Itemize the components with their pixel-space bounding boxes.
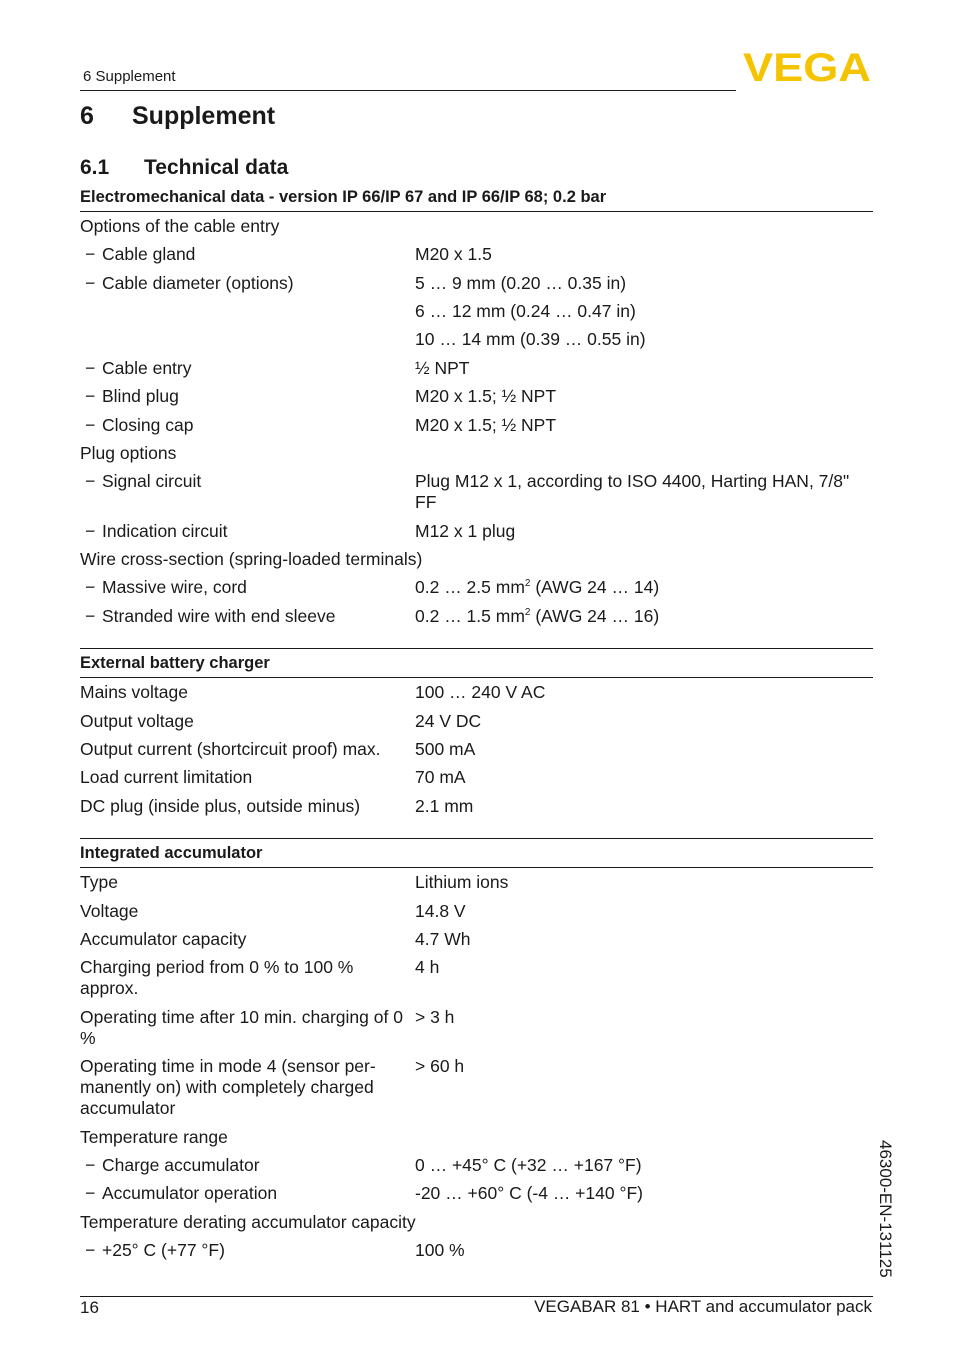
- spec-table-title: External battery charger: [80, 648, 873, 678]
- technical-data-tables: [80, 184, 873, 1283]
- spec-label-text: Stranded wire with end sleeve: [102, 605, 336, 626]
- page-number: 16: [80, 1298, 99, 1317]
- spec-label-text: Signal circuit: [102, 471, 202, 492]
- spec-label-text: Massive wire, cord: [102, 577, 247, 598]
- spec-label: [80, 358, 415, 379]
- spec-row: [80, 925, 873, 953]
- spec-value-text: 4.7 Wh: [415, 929, 471, 949]
- list-dash: −: [85, 520, 96, 541]
- list-dash: −: [85, 1240, 96, 1261]
- spec-label: Operating time after 10 min. charging of 0 %: [80, 1006, 403, 1048]
- spec-value-text: M12 x 1 plug: [415, 520, 516, 541]
- spec-value-text: 5 … 9 mm (0.20 … 0.35 in): [415, 272, 627, 293]
- list-dash: −: [85, 577, 96, 598]
- spec-row: [80, 574, 873, 602]
- spec-value: [415, 471, 873, 513]
- spec-row: [80, 382, 873, 410]
- spec-label: [80, 1155, 415, 1176]
- spec-row: [80, 1003, 873, 1052]
- spec-label: [80, 386, 415, 407]
- spec-label: Options of the cable entry: [80, 215, 280, 236]
- spec-value-text: M20 x 1.5; ½ NPT: [415, 414, 557, 435]
- spec-value: [415, 415, 873, 436]
- spec-label: Type: [80, 872, 118, 893]
- list-dash: −: [85, 1154, 96, 1175]
- spec-value-text: 24 V DC: [415, 710, 482, 731]
- spec-value: [415, 796, 873, 817]
- list-dash: −: [85, 1183, 96, 1204]
- spec-label: Load current limitation: [80, 767, 253, 788]
- spec-value-text: 10 … 14 mm (0.39 … 0.55 in): [415, 329, 646, 350]
- spec-row: [80, 1180, 873, 1208]
- spec-value-text: 0.2 … 1.5 mm: [415, 605, 525, 626]
- list-dash: −: [85, 605, 96, 626]
- spec-value: [415, 1240, 873, 1261]
- spec-label: Charging period from 0 % to 100 % approx.: [80, 957, 354, 999]
- spec-value-text: 14.8 V: [415, 900, 466, 921]
- spec-value-text: 2.1 mm: [415, 795, 474, 816]
- spec-row: [80, 602, 873, 630]
- superscript: 2: [524, 606, 531, 618]
- vega-logo: [742, 50, 872, 84]
- footer-title: VEGABAR 81 • HART and accumulator pack: [534, 1297, 872, 1316]
- spec-row: [80, 707, 873, 735]
- spec-row: [80, 678, 873, 706]
- spec-row: [80, 297, 873, 325]
- spec-value-text: -20 … +60° C (-4 … +140 °F): [415, 1183, 643, 1204]
- spec-value-suffix: (AWG 24 … 16): [530, 605, 660, 626]
- spec-row: [80, 1236, 873, 1264]
- spec-label: [80, 521, 415, 542]
- spec-value: [415, 358, 873, 379]
- spec-value: [415, 901, 873, 922]
- spec-row: [80, 735, 873, 763]
- spec-label: DC plug (inside plus, outside minus): [80, 795, 361, 816]
- spec-row: [80, 868, 873, 896]
- spec-value: [415, 739, 873, 760]
- spec-label: [80, 273, 415, 294]
- spec-label: [80, 606, 415, 627]
- spec-value-text: 70 mA: [415, 767, 466, 788]
- spec-label: Accumulator capacity: [80, 929, 247, 949]
- chapter-number: 6: [80, 102, 94, 130]
- spec-value-text: M20 x 1.5; ½ NPT: [415, 386, 557, 407]
- spec-value: [415, 929, 873, 950]
- spec-label: [80, 1240, 415, 1261]
- spec-value: [415, 1183, 873, 1204]
- list-dash: −: [85, 272, 96, 293]
- spec-label-text: Cable entry: [102, 357, 192, 378]
- spec-table-title: Integrated accumulator: [80, 838, 873, 868]
- chapter-heading: [80, 102, 275, 131]
- spec-row: [80, 545, 873, 573]
- spec-value-text: 100 … 240 V AC: [415, 682, 546, 703]
- spec-row: [80, 1208, 873, 1236]
- spec-value-text: 6 … 12 mm (0.24 … 0.47 in): [415, 300, 636, 321]
- spec-label-text: Charge accumulator: [102, 1154, 260, 1175]
- spec-label-text: Indication circuit: [102, 520, 228, 541]
- spec-label: [80, 329, 415, 350]
- section-heading: [80, 156, 288, 180]
- spec-table-title: Electromechanical data - version IP 66/IP 67 and IP 66/IP 68; 0.2 bar: [80, 184, 873, 212]
- spec-value-text: ½ NPT: [415, 357, 470, 378]
- section-title: Technical data: [144, 156, 289, 179]
- header-divider: [80, 90, 736, 91]
- spec-value-text: > 60 h: [415, 1056, 465, 1077]
- spec-row: [80, 897, 873, 925]
- document-number: 46300-EN-131125: [876, 1140, 895, 1278]
- spec-value: [415, 273, 873, 294]
- spec-value-text: 4 h: [415, 957, 440, 978]
- spec-label-text: +25° C (+77 °F): [102, 1240, 225, 1261]
- spec-label: [80, 415, 415, 436]
- spec-row: [80, 240, 873, 268]
- spec-row: [80, 212, 873, 240]
- spec-label: Voltage: [80, 900, 139, 921]
- chapter-title: Supplement: [132, 102, 276, 130]
- spec-value: [415, 606, 873, 627]
- spec-row: [80, 517, 873, 545]
- spec-value: [415, 244, 873, 265]
- spec-value: [415, 767, 873, 788]
- spec-label: [80, 471, 415, 513]
- spec-row: [80, 411, 873, 439]
- spec-value-text: > 3 h: [415, 1006, 455, 1027]
- spec-label: [80, 244, 415, 265]
- spec-row: [80, 1151, 873, 1179]
- spec-row: [80, 1123, 873, 1151]
- spec-label: Wire cross-section (spring-loaded terminals): [80, 549, 423, 570]
- spec-value-text: 500 mA: [415, 739, 476, 760]
- section-number: 6.1: [80, 156, 110, 179]
- spec-label: Temperature derating accumulator capacity: [80, 1211, 416, 1232]
- spec-label-text: Blind plug: [102, 386, 179, 407]
- spec-value: [415, 329, 873, 350]
- list-dash: −: [85, 414, 96, 435]
- spec-table: [80, 838, 873, 1264]
- spec-value: [415, 521, 873, 542]
- spec-value-text: 0.2 … 2.5 mm: [415, 577, 525, 598]
- spec-row: [80, 326, 873, 354]
- spec-row: [80, 354, 873, 382]
- spec-table: [80, 648, 873, 820]
- spec-value-text: Lithium ions: [415, 872, 509, 893]
- list-dash: −: [85, 244, 96, 265]
- spec-table: [80, 184, 873, 630]
- superscript: 2: [524, 578, 531, 590]
- spec-row: [80, 1052, 873, 1122]
- spec-value-text: 0 … +45° C (+32 … +167 °F): [415, 1154, 642, 1175]
- spec-value: [415, 957, 873, 999]
- spec-label: [80, 577, 415, 598]
- spec-value: [415, 872, 873, 893]
- spec-value: [415, 386, 873, 407]
- svg-text:VEGA: VEGA: [743, 50, 871, 84]
- list-dash: −: [85, 386, 96, 407]
- spec-label: [80, 1183, 415, 1204]
- spec-label: Operating time in mode 4 (sensor per-manently on) with completely charged accumulator: [80, 1056, 376, 1119]
- spec-label: Temperature range: [80, 1126, 228, 1147]
- spec-label: Plug options: [80, 442, 177, 463]
- spec-label: Output voltage: [80, 710, 194, 731]
- list-dash: −: [85, 357, 96, 378]
- spec-label-text: Accumulator operation: [102, 1183, 278, 1204]
- spec-value: [415, 1155, 873, 1176]
- spec-value-text: 100 %: [415, 1240, 465, 1261]
- spec-value-text: M20 x 1.5: [415, 244, 492, 265]
- spec-label-text: Cable gland: [102, 244, 196, 265]
- spec-value: [415, 682, 873, 703]
- spec-label: Output current (shortcircuit proof) max.: [80, 739, 381, 760]
- spec-value: [415, 1007, 873, 1049]
- spec-value: [415, 1056, 873, 1119]
- spec-value: [415, 577, 873, 598]
- spec-value-suffix: (AWG 24 … 14): [530, 577, 660, 598]
- spec-label: Mains voltage: [80, 682, 188, 703]
- spec-row: [80, 269, 873, 297]
- spec-label: [80, 301, 415, 322]
- spec-value-text: Plug M12 x 1, according to ISO 4400, Harting HAN, 7/8" FF: [415, 471, 850, 513]
- list-dash: −: [85, 471, 96, 492]
- spec-row: [80, 792, 873, 820]
- running-header: 6 Supplement: [83, 68, 176, 85]
- spec-value: [415, 711, 873, 732]
- spec-row: [80, 764, 873, 792]
- spec-value: [415, 301, 873, 322]
- spec-row: [80, 468, 873, 517]
- spec-row: [80, 439, 873, 467]
- spec-row: [80, 954, 873, 1003]
- spec-label-text: Cable diameter (options): [102, 272, 294, 293]
- spec-label-text: Closing cap: [102, 414, 194, 435]
